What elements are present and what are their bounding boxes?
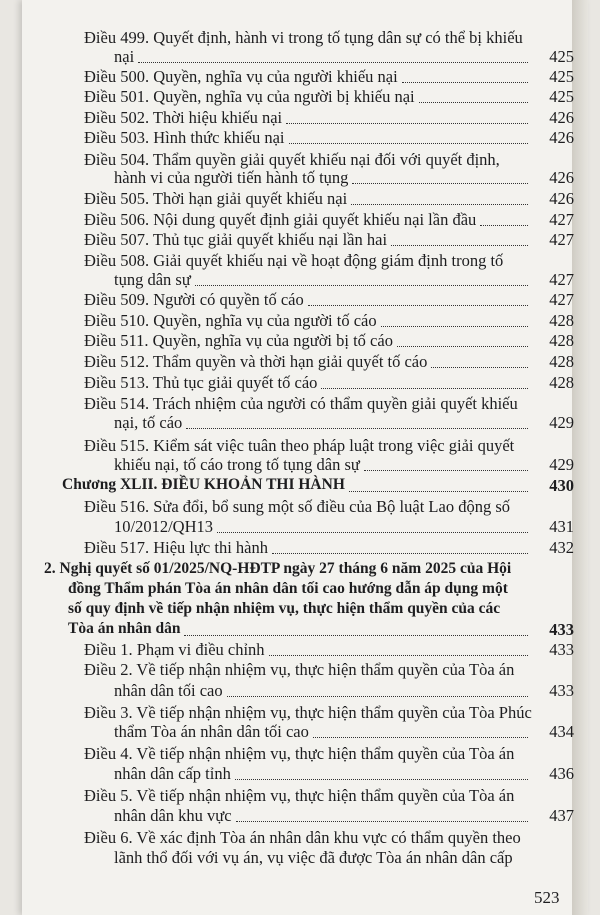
toc-page-number: 427 — [549, 230, 574, 249]
toc-page-number: 427 — [549, 210, 574, 229]
toc-page-number: 433 — [549, 681, 574, 700]
toc-entry-line: Điều 509. Người có quyền tố cáo — [84, 290, 304, 309]
toc-entry-line: Điều 510. Quyền, nghĩa vụ của người tố cáo — [84, 311, 377, 330]
toc-entry-line: Điều 4. Về tiếp nhận nhiệm vụ, thực hiện thẩm quyền của Tòa án — [84, 744, 515, 763]
toc-entry-line: Điều 515. Kiểm sát việc tuân theo pháp luật trong việc giải quyết — [84, 436, 515, 455]
toc-entry-line: Tòa án nhân dân — [68, 620, 181, 637]
dot-leader — [195, 285, 528, 286]
toc-entry-line: 2. Nghị quyết số 01/2025/NQ-HĐTP ngày 27 tháng 6 năm 2025 của Hội — [44, 560, 512, 577]
toc-page-number: 434 — [549, 722, 574, 741]
toc-entry-line: Điều 1. Phạm vi điều chỉnh — [84, 640, 265, 659]
toc-page-number: 433 — [549, 620, 574, 639]
toc-entry-line: Điều 6. Về xác định Tòa án nhân dân khu vực có thẩm quyền theo — [84, 828, 521, 847]
dot-leader — [235, 779, 528, 780]
dot-leader — [381, 326, 528, 327]
dot-leader — [186, 428, 528, 429]
dot-leader — [397, 346, 528, 347]
toc-page-number: 431 — [549, 517, 574, 536]
toc-entry-line: Điều 513. Thủ tục giải quyết tố cáo — [84, 373, 318, 392]
dot-leader — [286, 123, 528, 124]
dot-leader — [480, 225, 528, 226]
toc-entry-line: Điều 3. Về tiếp nhận nhiệm vụ, thực hiện thẩm quyền của Tòa Phúc — [84, 703, 532, 722]
dot-leader — [269, 655, 528, 656]
toc-entry-line: lãnh thổ đối với vụ án, vụ việc đã được Tòa án nhân dân cấp — [114, 848, 513, 867]
dot-leader — [272, 553, 528, 554]
page-edge — [572, 0, 588, 915]
toc-entry-line: đồng Thẩm phán Tòa án nhân dân tối cao hướng dẫn áp dụng một — [68, 580, 508, 597]
toc-entry-line: Điều 517. Hiệu lực thi hành — [84, 538, 268, 557]
toc-page-number: 430 — [549, 476, 574, 495]
toc-entry-line: nhân dân tối cao — [114, 681, 223, 700]
dot-leader — [236, 821, 528, 822]
toc-page-number: 428 — [549, 311, 574, 330]
dot-leader — [308, 305, 528, 306]
toc-entry-line: 10/2012/QH13 — [114, 517, 213, 536]
toc-entry-line: Điều 499. Quyết định, hành vi trong tố tụng dân sự có thể bị khiếu — [84, 28, 523, 47]
toc-page-number: 429 — [549, 413, 574, 432]
dot-leader — [289, 143, 529, 144]
dot-leader — [321, 388, 528, 389]
toc-page-number: 428 — [549, 331, 574, 350]
page-number: 523 — [534, 888, 560, 907]
toc-page-number: 425 — [549, 67, 574, 86]
dot-leader — [431, 367, 528, 368]
toc-entry-line: tụng dân sự — [114, 270, 191, 289]
toc-entry-line: Điều 512. Thẩm quyền và thời hạn giải quyết tố cáo — [84, 352, 428, 371]
toc-page-number: 433 — [549, 640, 574, 659]
document-page — [22, 0, 588, 915]
toc-entry-line: Điều 503. Hình thức khiếu nại — [84, 128, 285, 147]
dot-leader — [217, 532, 528, 533]
toc-entry-line: Điều 504. Thẩm quyền giải quyết khiếu nại đối với quyết định, — [84, 150, 500, 169]
dot-leader — [364, 470, 528, 471]
toc-page-number: 432 — [549, 538, 574, 557]
toc-page-number: 429 — [549, 455, 574, 474]
toc-entry-line: Điều 501. Quyền, nghĩa vụ của người bị khiếu nại — [84, 87, 415, 106]
toc-entry-line: nhân dân cấp tỉnh — [114, 764, 231, 783]
dot-leader — [313, 737, 528, 738]
toc-entry-line: khiếu nại, tố cáo trong tố tụng dân sự — [114, 455, 360, 474]
toc-entry-line: nhân dân khu vực — [114, 806, 232, 825]
toc-entry-line: Điều 511. Quyền, nghĩa vụ của người bị tố cáo — [84, 331, 393, 350]
dot-leader — [402, 82, 528, 83]
toc-entry-line: nại — [114, 47, 135, 66]
toc-entry-line: Điều 507. Thủ tục giải quyết khiếu nại lần hai — [84, 230, 388, 249]
toc-entry-line: Điều 505. Thời hạn giải quyết khiếu nại — [84, 189, 348, 208]
toc-entry-line: Điều 502. Thời hiệu khiếu nại — [84, 108, 283, 127]
toc-entry-line: thẩm Tòa án nhân dân tối cao — [114, 722, 309, 741]
toc-entry-line: số quy định về tiếp nhận nhiệm vụ, thực hiện thẩm quyền của các — [68, 600, 501, 617]
toc-page-number: 437 — [549, 806, 574, 825]
toc-page-number: 426 — [549, 128, 574, 147]
toc-page-number: 427 — [549, 290, 574, 309]
dot-leader — [227, 696, 528, 697]
toc-page-number: 428 — [549, 373, 574, 392]
toc-entry-line: Điều 508. Giải quyết khiếu nại về hoạt động giám định trong tố — [84, 251, 504, 270]
toc-entry-line: Điều 5. Về tiếp nhận nhiệm vụ, thực hiện thẩm quyền của Tòa án — [84, 786, 515, 805]
toc-page-number: 428 — [549, 352, 574, 371]
toc-page-number: 426 — [549, 189, 574, 208]
dot-leader — [351, 204, 528, 205]
toc-page-number: 436 — [549, 764, 574, 783]
toc-page-number: 426 — [549, 168, 574, 187]
toc-page-number: 425 — [549, 87, 574, 106]
toc-entry-line: Điều 500. Quyền, nghĩa vụ của người khiếu nại — [84, 67, 398, 86]
toc-page-number: 425 — [549, 47, 574, 66]
toc-entry-line: Điều 506. Nội dung quyết định giải quyết khiếu nại lần đầu — [84, 210, 477, 229]
toc-page-number: 426 — [549, 108, 574, 127]
toc-page-number: 427 — [549, 270, 574, 289]
dot-leader — [349, 491, 528, 492]
toc-entry-line: Điều 2. Về tiếp nhận nhiệm vụ, thực hiện thẩm quyền của Tòa án — [84, 660, 515, 679]
toc-entry-line: nại, tố cáo — [114, 413, 183, 432]
dot-leader — [138, 62, 528, 63]
toc-entry-line: hành vi của người tiến hành tố tụng — [114, 168, 349, 187]
toc-entry-line: Điều 514. Trách nhiệm của người có thẩm quyền giải quyết khiếu — [84, 394, 518, 413]
dot-leader — [419, 102, 528, 103]
dot-leader — [352, 183, 528, 184]
toc-entry-line: Chương XLII. ĐIỀU KHOẢN THI HÀNH — [62, 476, 345, 493]
toc-entry-line: Điều 516. Sửa đổi, bổ sung một số điều của Bộ luật Lao động số — [84, 497, 510, 516]
dot-leader — [184, 635, 528, 636]
dot-leader — [391, 245, 528, 246]
